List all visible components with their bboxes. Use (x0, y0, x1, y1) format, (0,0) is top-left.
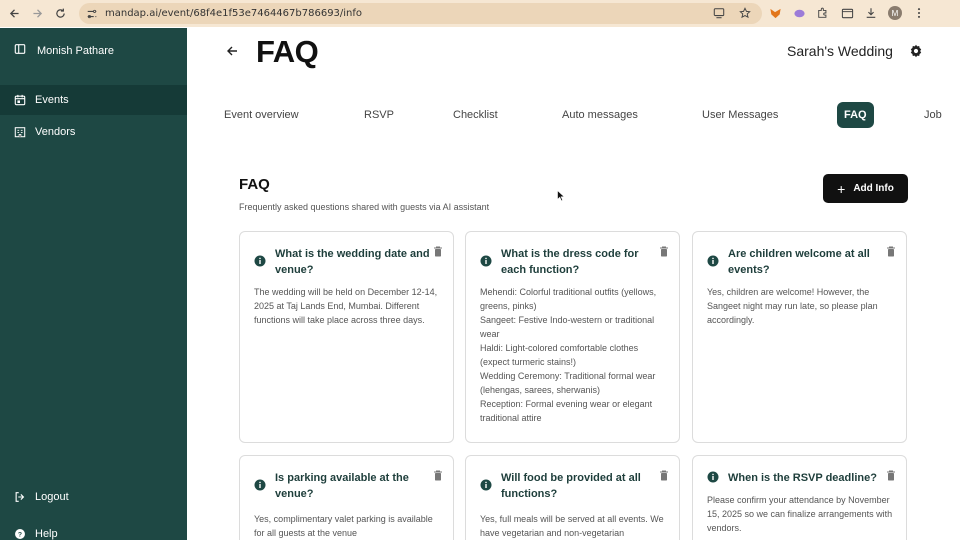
sidebar-toggle-icon[interactable] (14, 43, 26, 58)
browser-menu-icon[interactable] (912, 6, 926, 20)
tab-bar (187, 102, 960, 128)
trash-icon[interactable] (659, 246, 669, 257)
sidebar-item-vendors[interactable] (0, 117, 187, 147)
tab-user-messages[interactable]: User Messages (702, 109, 779, 121)
faq-card[interactable] (465, 455, 680, 540)
download-icon[interactable] (864, 6, 878, 20)
sidebar-item-label: Events (35, 94, 69, 106)
faq-question: What is the wedding date and venue? (275, 248, 430, 276)
tab-event-overview[interactable]: Event overview (224, 109, 299, 121)
logout-icon (14, 491, 26, 503)
info-icon (707, 255, 719, 267)
faq-question: When is the RSVP deadline? (728, 472, 877, 484)
back-arrow-icon[interactable] (225, 44, 239, 58)
plus-icon: + (837, 180, 846, 197)
metamask-extension-icon[interactable] (768, 6, 782, 20)
faq-answer: Yes, children are welcome! However, the Sangeet night may run late, so please plan accordingly. (707, 287, 878, 325)
site-info-icon[interactable] (85, 7, 99, 21)
faq-question: Will food be provided at all functions? (501, 472, 641, 500)
info-icon (480, 479, 492, 491)
help-button[interactable] (0, 519, 187, 540)
logout-button[interactable] (0, 482, 187, 512)
extensions-puzzle-icon[interactable] (816, 6, 830, 20)
faq-question: Are children welcome at all events? (728, 248, 870, 276)
sidebar-user[interactable] (14, 43, 114, 58)
bookmark-star-icon[interactable] (738, 6, 752, 20)
browser-toolbar (0, 0, 960, 27)
extension-icon[interactable] (792, 6, 806, 20)
info-icon (254, 479, 266, 491)
page-title: FAQ (256, 34, 319, 69)
tab-job[interactable]: Job (924, 109, 942, 121)
user-name: Monish Pathare (37, 44, 115, 57)
tab-checklist[interactable]: Checklist (453, 109, 498, 121)
trash-icon[interactable] (659, 470, 669, 481)
faq-card[interactable] (692, 455, 907, 540)
tab-search-icon[interactable] (840, 6, 854, 20)
install-app-icon[interactable] (712, 6, 726, 20)
faq-answer: Yes, full meals will be served at all events. We have vegetarian and non-vegetarian (480, 514, 664, 538)
event-name: Sarah's Wedding (787, 43, 893, 59)
tab-rsvp[interactable]: RSVP (364, 109, 394, 121)
calendar-icon (14, 94, 26, 106)
logout-label: Logout (35, 491, 69, 503)
faq-card[interactable] (692, 231, 907, 443)
url-text: mandap.ai/event/68f4e1f53e7464467b786693/info (105, 8, 363, 19)
sidebar-item-events[interactable] (0, 85, 187, 115)
faq-answer: Yes, complimentary valet parking is available for all guests at the venue (254, 514, 433, 538)
building-icon (14, 126, 26, 138)
info-icon (707, 471, 719, 483)
address-bar[interactable] (79, 3, 762, 24)
mouse-cursor-icon (557, 190, 565, 202)
tab-auto-messages[interactable]: Auto messages (562, 109, 638, 121)
info-icon (254, 255, 266, 267)
forward-arrow-icon[interactable] (28, 5, 46, 23)
faq-answer: Please confirm your attendance by November 15, 2025 so we can finalize arrangements with vendors. (707, 495, 893, 533)
profile-avatar[interactable]: M (888, 6, 902, 20)
faq-question: Is parking available at the venue? (275, 472, 409, 500)
svg-text:?: ? (17, 531, 23, 539)
faq-answer: The wedding will be held on December 12-14, 2025 at Taj Lands End, Mumbai. Different functions will take place across three days. (254, 287, 438, 325)
trash-icon[interactable] (886, 246, 896, 257)
main-content (187, 28, 960, 540)
gear-icon[interactable] (909, 44, 923, 58)
add-info-button[interactable] (823, 174, 908, 203)
sidebar-item-label: Vendors (35, 126, 76, 138)
section-title: FAQ (239, 176, 270, 193)
help-icon (14, 528, 26, 540)
faq-answer: Mehendi: Colorful traditional outfits (yellows, greens, pinks) Sangeet: Festive Indo-western or traditional wear Haldi: Light-colored comfortable clothes (expect turmeric stains!) Wedding Ceremony: Traditional formal wear (lehengas, sarees, sherwanis) Reception: Formal evening wear or elegant traditional attire (480, 287, 657, 423)
trash-icon[interactable] (886, 470, 896, 481)
tab-faq[interactable]: FAQ (837, 102, 874, 128)
faq-question: What is the dress code for each function? (501, 248, 639, 276)
add-info-label: Add Info (853, 183, 894, 194)
trash-icon[interactable] (433, 470, 443, 481)
help-label: Help (35, 528, 58, 540)
sidebar (0, 28, 187, 540)
faq-card[interactable] (239, 231, 454, 443)
reload-icon[interactable] (51, 5, 69, 23)
faq-card[interactable] (465, 231, 680, 443)
info-icon (480, 255, 492, 267)
back-arrow-icon[interactable] (5, 5, 23, 23)
faq-card[interactable] (239, 455, 454, 540)
section-subtitle: Frequently asked questions shared with guests via AI assistant (239, 202, 490, 212)
trash-icon[interactable] (433, 246, 443, 257)
